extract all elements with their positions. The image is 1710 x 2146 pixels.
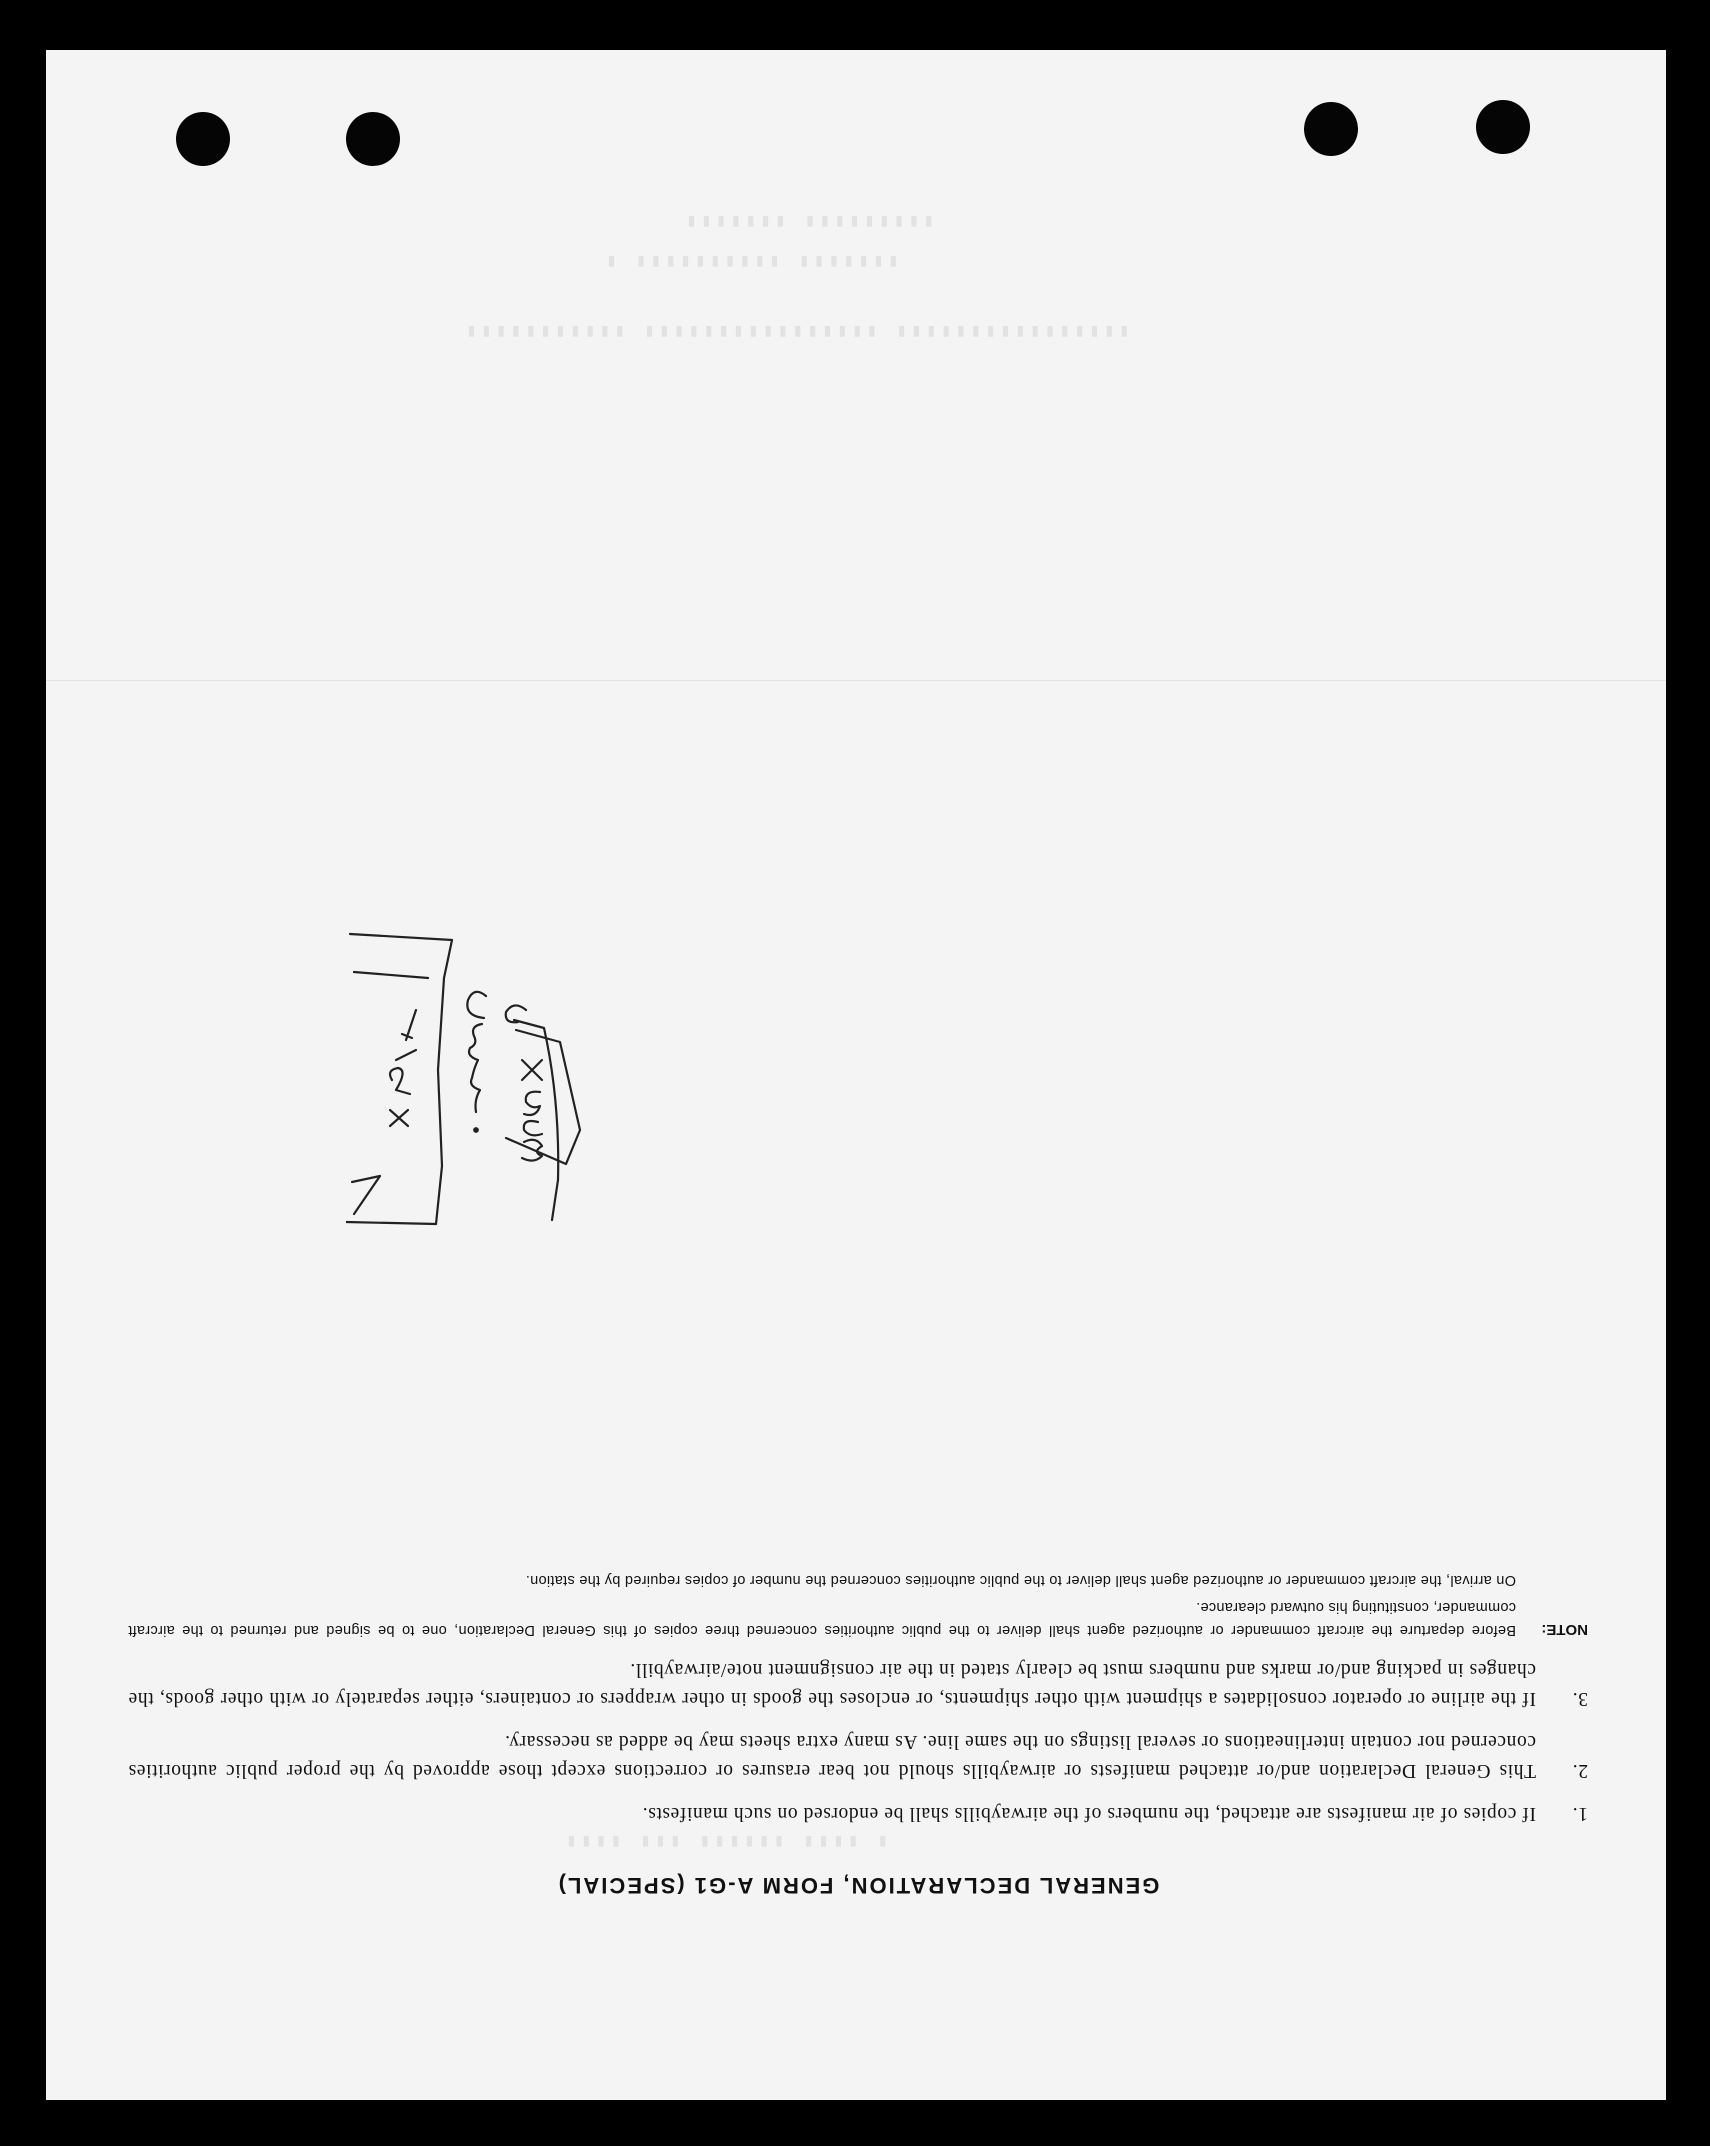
- bleed-through: ▮ ▮▮▮▮▮▮▮▮▮▮ ▮▮▮▮▮▮▮: [606, 252, 903, 272]
- annotation-box: [506, 1030, 580, 1164]
- form-heading: GENERAL DECLARATION, FORM A-G1 (SPECIAL): [556, 1873, 1160, 1898]
- annotation-stroke: [469, 1024, 482, 1112]
- item-number: 3.: [1572, 1688, 1588, 1709]
- note-paragraph: Before departure the aircraft commander or authorized agent shall deliver to the public authorities concerned three copies of this General Declaration, one to be signed and returned to the aircraft commander, constituting his outward clearance.: [128, 1599, 1516, 1638]
- note-paragraph: On arrival, the aircraft commander or authorized agent shall deliver to the public authorities concerned the number of copies required by the station.: [525, 1572, 1516, 1588]
- annotation-box-inner: [354, 972, 428, 978]
- annotation-stroke: [390, 1110, 408, 1126]
- note-label: NOTE:: [1541, 1621, 1588, 1638]
- note-block: [128, 1564, 1588, 1641]
- bleed-through: ▮▮▮▮ ▮▮▮ ▮▮▮▮▮▮ ▮▮▮▮ ▮: [566, 1832, 893, 1852]
- annotation-stroke: [402, 1010, 416, 1040]
- item-number: 1.: [1572, 1803, 1588, 1824]
- document-page: [46, 50, 1666, 2100]
- annotation-stroke: [524, 1121, 542, 1135]
- annotation-stroke: [524, 1092, 540, 1115]
- item-number: 2.: [1572, 1760, 1588, 1781]
- annotation-stroke: [396, 1050, 416, 1060]
- bleed-through: ▮▮▮▮▮▮▮▮▮▮▮ ▮▮▮▮▮▮▮▮▮▮▮▮▮▮▮▮ ▮▮▮▮▮▮▮▮▮▮▮▮▮▮▮▮: [466, 322, 1134, 342]
- note-body: [128, 1564, 1516, 1641]
- printed-instructions: [128, 1564, 1588, 1898]
- instruction-item: [128, 1655, 1588, 1713]
- annotation-stroke: [522, 1060, 542, 1080]
- bleed-through: ▮▮▮▮▮▮▮ ▮▮▮▮▮▮▮▮▮: [686, 212, 939, 232]
- item-text: This General Declaration and/or attached manifests or airwaybills should not bear erasures or corrections except those approved by the proper public authorities concerned nor contain interlineations or several listings on the same line. As many extra sheets may be added as necessary.: [128, 1731, 1536, 1781]
- item-text: If copies of air manifests are attached, the numbers of the airwaybills shall be endorsed on such manifests.: [642, 1803, 1536, 1824]
- item-text: If the airline or operator consolidates a shipment with other shipments, or encloses the goods in other wrappers or containers, either separately or with other goods, the changes in packing and/or marks and numbers must be clearly stated in the air consignment note/airwaybill.: [128, 1659, 1536, 1709]
- rotated-content: [46, 50, 1666, 2100]
- handwritten-annotation: [346, 930, 606, 1310]
- instruction-item: [128, 1727, 1588, 1785]
- annotation-box: [514, 1020, 558, 1220]
- annotation-stroke: [390, 1068, 410, 1094]
- instruction-item: [128, 1799, 1588, 1828]
- annotation-stroke: [467, 992, 486, 1018]
- annotation-box-inner: [352, 1176, 380, 1214]
